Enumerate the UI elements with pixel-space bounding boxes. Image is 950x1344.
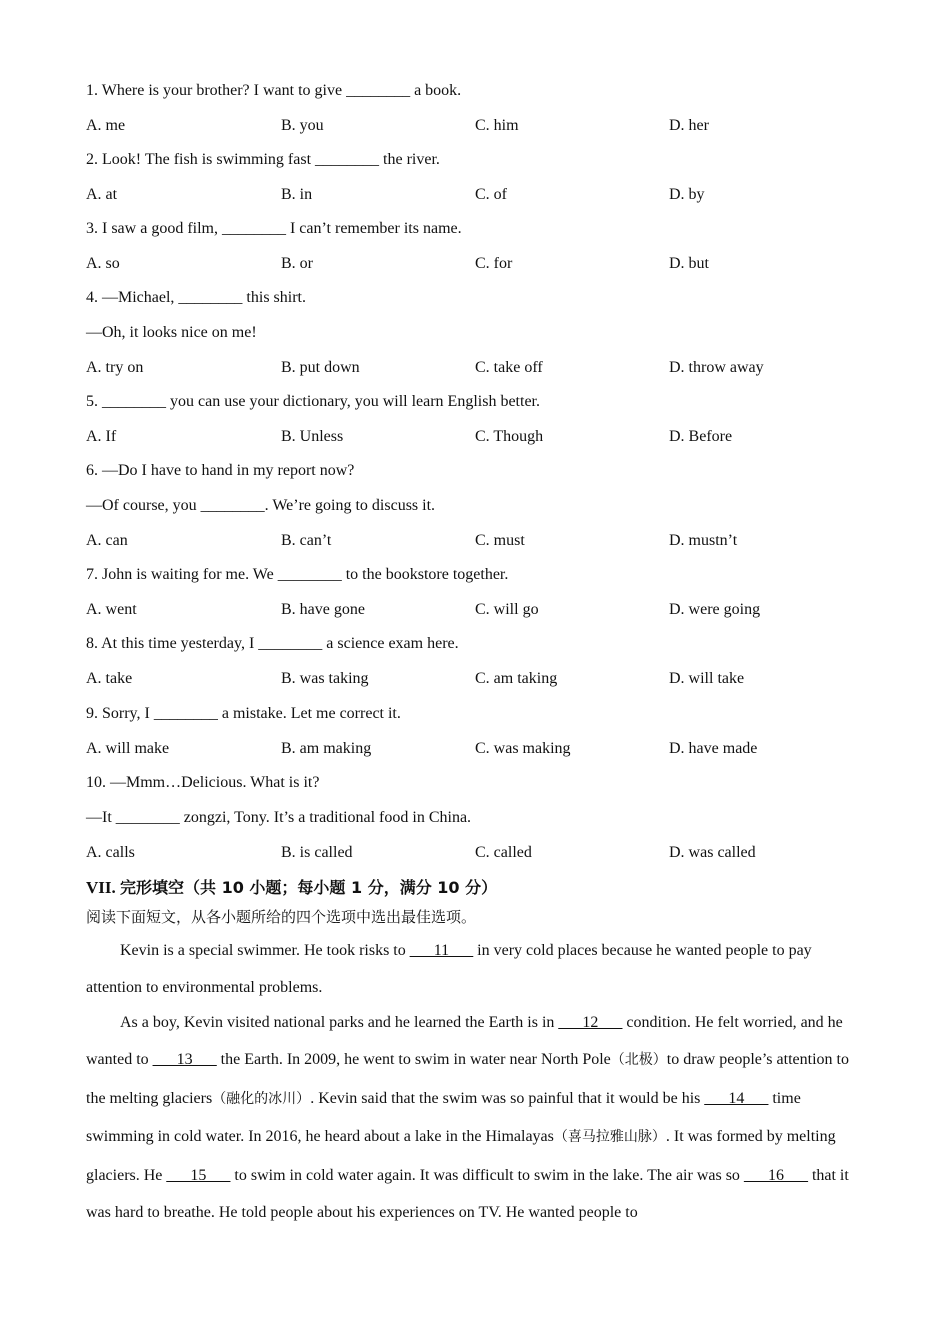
passage-text: Kevin is a special swimmer. He took risks to xyxy=(120,942,410,959)
option-c: C. must xyxy=(475,532,525,549)
option-a: A. so xyxy=(86,255,120,272)
question-1-options xyxy=(86,116,886,136)
option-c: C. Though xyxy=(475,428,544,445)
option-b: B. was taking xyxy=(281,670,369,687)
option-d: D. was called xyxy=(669,844,756,861)
option-c: C. of xyxy=(475,186,507,203)
option-d: D. will take xyxy=(669,670,745,687)
option-c: C. will go xyxy=(475,601,539,618)
passage-paragraph-2 xyxy=(86,1004,866,1231)
option-d: D. but xyxy=(669,255,709,272)
option-a: A. try on xyxy=(86,359,144,376)
question-6-options xyxy=(86,531,886,551)
blank-11: ___11___ xyxy=(409,942,474,959)
option-a: A. will make xyxy=(86,740,170,757)
option-b: B. put down xyxy=(281,359,360,376)
option-c: C. am taking xyxy=(475,670,558,687)
question-3-options xyxy=(86,254,886,274)
option-b: B. in xyxy=(281,186,313,203)
question-7-stem: 7. John is waiting for me. We ________ to the bookstore together. xyxy=(86,566,509,583)
question-7-options xyxy=(86,600,886,620)
option-b: B. am making xyxy=(281,740,372,757)
option-a: A. If xyxy=(86,428,117,445)
passage-text: in very cold places because he wanted people to pay attention to environmental problems. xyxy=(86,942,812,997)
option-d: D. her xyxy=(669,117,709,134)
question-8-stem: 8. At this time yesterday, I ________ a science exam here. xyxy=(86,635,459,652)
question-10-options xyxy=(86,843,886,863)
question-2-options xyxy=(86,185,886,205)
question-6-reply: —Of course, you ________. We’re going to discuss it. xyxy=(86,497,436,514)
passage-text: As a boy, Kevin visited national parks and he learned the Earth is in xyxy=(120,1014,559,1031)
question-9-stem: 9. Sorry, I ________ a mistake. Let me correct it. xyxy=(86,705,401,722)
option-a: A. calls xyxy=(86,844,135,861)
question-10-stem: 10. —Mmm…Delicious. What is it? xyxy=(86,774,320,791)
question-3-stem: 3. I saw a good film, ________ I can’t remember its name. xyxy=(86,220,462,237)
passage-text: to swim in cold water again. It was difficult to swim in the lake. The air was so xyxy=(230,1166,744,1184)
option-d: D. by xyxy=(669,186,705,203)
question-4-stem: 4. —Michael, ________ this shirt. xyxy=(86,289,306,306)
question-5-options xyxy=(86,427,886,447)
passage-text: that it was hard to breathe. He told people about his experiences on TV. He wanted people to xyxy=(86,1166,849,1222)
option-d: D. throw away xyxy=(669,359,764,376)
passage-text: the Earth. In 2009, he went to swim in water near North Pole xyxy=(216,1051,611,1069)
option-d: D. Before xyxy=(669,428,733,445)
section-number: VII. xyxy=(86,878,121,897)
blank-13: ___13___ xyxy=(152,1051,217,1069)
blank-16: ___16___ xyxy=(743,1166,808,1184)
chinese-gloss: （融化的冰川） xyxy=(212,1090,311,1107)
option-b: B. or xyxy=(281,255,313,272)
option-b: B. is called xyxy=(281,844,353,861)
option-b: B. can’t xyxy=(281,532,332,549)
question-8-options xyxy=(86,669,886,689)
option-a: A. can xyxy=(86,532,128,549)
option-c: C. was making xyxy=(475,740,571,757)
section-instruction: 阅读下面短文，从各小题所给的四个选项中选出最佳选项。 xyxy=(86,908,477,926)
option-c: C. for xyxy=(475,255,513,272)
question-10-reply: —It ________ zongzi, Tony. It’s a traditional food in China. xyxy=(86,809,472,826)
option-c: C. take off xyxy=(475,359,543,376)
question-5-stem: 5. ________ you can use your dictionary, you will learn English better. xyxy=(86,393,540,410)
question-9-options xyxy=(86,739,886,759)
chinese-gloss: （北极） xyxy=(610,1052,667,1069)
question-1-stem: 1. Where is your brother? I want to give ________ a book. xyxy=(86,82,462,99)
option-b: B. you xyxy=(281,117,324,134)
option-d: D. were going xyxy=(669,601,761,618)
question-4-reply: —Oh, it looks nice on me! xyxy=(86,324,257,341)
passage-text: condition. He felt worried, and he wanted to xyxy=(86,1014,843,1069)
option-b: B. Unless xyxy=(281,428,344,445)
option-c: C. called xyxy=(475,844,532,861)
chinese-gloss: （喜马拉雅山脉） xyxy=(553,1129,666,1146)
passage-paragraph-1 xyxy=(86,932,866,1007)
option-d: D. mustn’t xyxy=(669,532,738,549)
passage-text: . It was formed by melting glaciers. He xyxy=(86,1128,836,1184)
option-a: A. at xyxy=(86,186,118,203)
blank-14: ___14___ xyxy=(704,1089,769,1107)
option-a: A. take xyxy=(86,670,133,687)
option-d: D. have made xyxy=(669,740,758,757)
option-a: A. me xyxy=(86,117,126,134)
question-2-stem: 2. Look! The fish is swimming fast ________ the river. xyxy=(86,151,440,168)
option-c: C. him xyxy=(475,117,519,134)
option-a: A. went xyxy=(86,601,137,618)
passage-text: time swimming in cold water. In 2016, he heard about a lake in the Himalayas xyxy=(86,1089,801,1146)
option-b: B. have gone xyxy=(281,601,365,618)
passage-text: to draw people’s attention to the melting glaciers xyxy=(86,1051,849,1107)
passage-text: . Kevin said that the swim was so painful that it would be his xyxy=(310,1089,705,1107)
question-6-stem: 6. —Do I have to hand in my report now? xyxy=(86,462,355,479)
blank-15: ___15___ xyxy=(166,1166,231,1184)
question-4-options xyxy=(86,358,886,378)
section-title: 完形填空（共 10 小题；每小题 1 分，满分 10 分） xyxy=(120,878,498,897)
section-heading xyxy=(86,877,497,899)
blank-12: ___12___ xyxy=(558,1014,623,1031)
